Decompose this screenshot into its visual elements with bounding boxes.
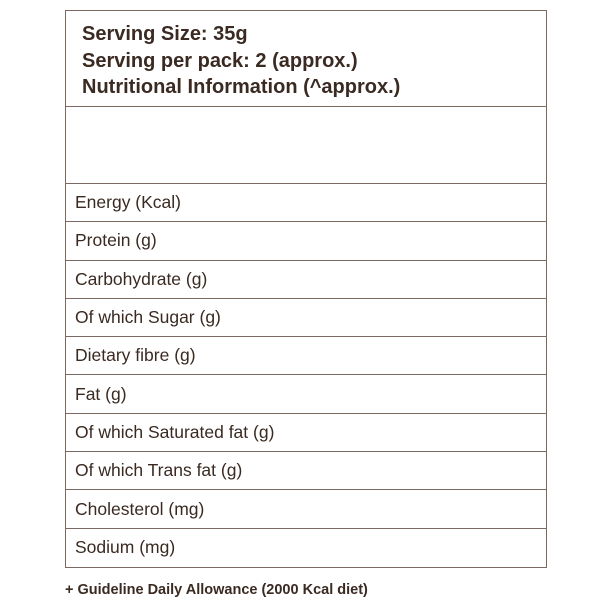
- nutrition-header: [66, 11, 546, 107]
- serving-size-text: Serving Size: 35g: [82, 23, 248, 45]
- serving-per-pack-text: Serving per pack: 2 (approx.): [82, 49, 358, 72]
- blank-value-row: [66, 107, 546, 184]
- gda-footnote: + Guideline Daily Allowance (2000 Kcal diet): [65, 582, 368, 598]
- nutrient-row-protein: Protein (g): [66, 222, 546, 260]
- nutrition-facts-panel: [65, 10, 547, 568]
- nutrient-row-sugar: Of which Sugar (g): [66, 299, 546, 337]
- nutrient-row-cholesterol: Cholesterol (mg): [66, 490, 546, 528]
- nutritional-information-heading: Nutritional Information (^approx.): [82, 76, 401, 98]
- nutrient-row-saturated-fat: Of which Saturated fat (g): [66, 414, 546, 452]
- nutrient-row-fat: Fat (g): [66, 375, 546, 413]
- nutrient-row-carbohydrate: Carbohydrate (g): [66, 261, 546, 299]
- nutrient-row-dietary-fibre: Dietary fibre (g): [66, 337, 546, 375]
- nutrient-list: [66, 184, 546, 567]
- nutrient-row-energy: Energy (Kcal): [66, 184, 546, 222]
- nutrient-row-trans-fat: Of which Trans fat (g): [66, 452, 546, 490]
- nutrient-row-sodium: Sodium (mg): [75, 537, 176, 558]
